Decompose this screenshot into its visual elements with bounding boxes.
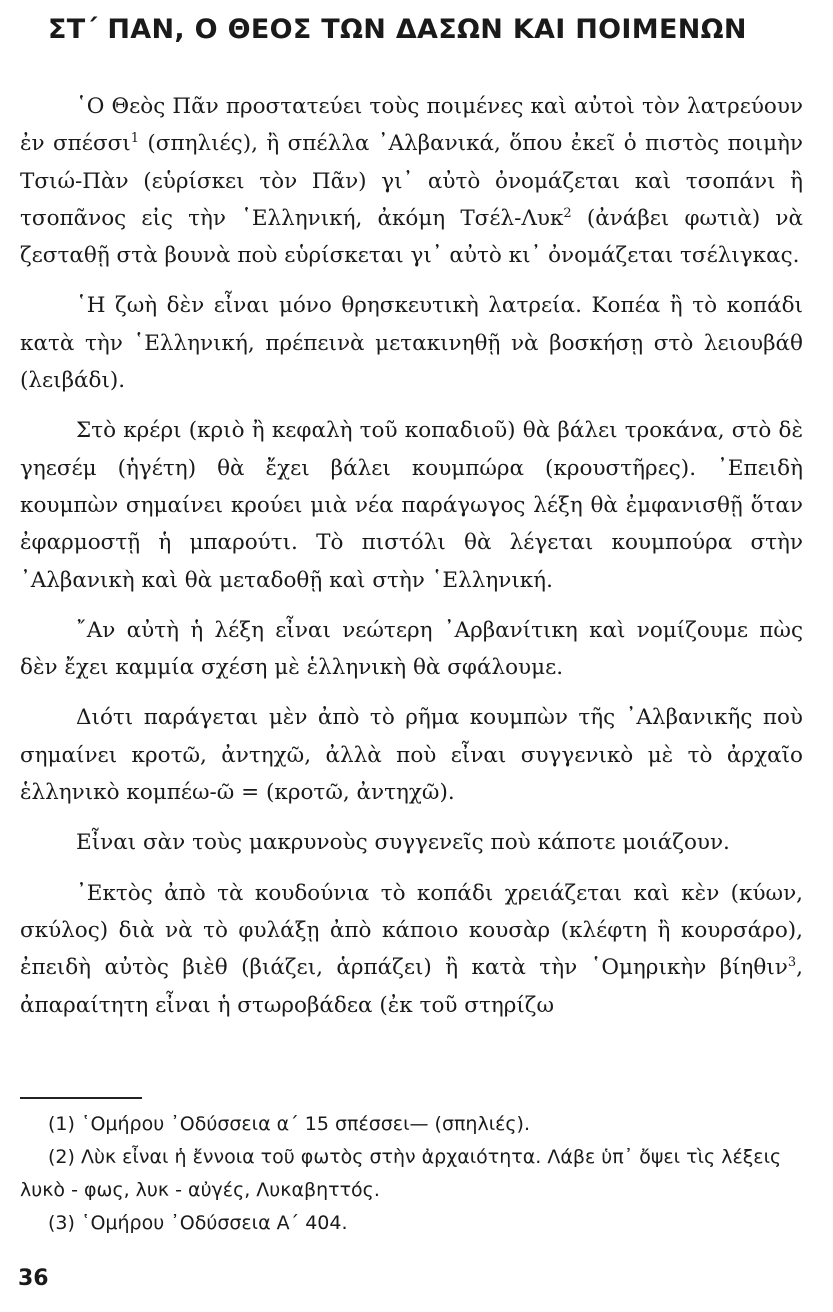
paragraph-5: Διότι παράγεται μὲν ἀπὸ τὸ ρῆμα κουμπὼν τῆς ᾿Αλβανικῆς ποὺ σημαίνει κροτῶ, ἀντηχῶ, ἀλλὰ ποὺ εἶναι συγγενικὸ μὲ τὸ ἀρχαῖο ἑλληνικὸ κομπέω-ῶ = (κροτῶ, ἀντηχῶ). [20, 705, 803, 806]
footnote-divider [20, 1097, 142, 1099]
footnote-ref-1: 1 [130, 131, 140, 147]
paragraph-7-part-b: , ἀπαραίτητη εἶναι ἡ στωροβάδεα (ἐκ τοῦ στηρίζω [20, 955, 803, 1018]
paragraph-2: ῾Η ζωὴ δὲν εἶναι μόνο θρησκευτικὴ λατρεία. Κοπέα ἢ τὸ κοπάδι κατὰ τὴν ῾Ελληνική, πρέπεινὰ μετακινηθῇ νὰ βοσκήσῃ στὸ λειουβάθ (λειβάδι). [20, 293, 803, 394]
footnote-ref-2: 2 [563, 205, 572, 221]
chapter-title: ΣΤ΄ ΠΑΝ, Ο ΘΕΟΣ ΤΩΝ ΔΑΣΩΝ ΚΑΙ ΠΟΙΜΕΝΩΝ [48, 14, 747, 45]
paragraph-1-part-c: (ἀνάβει φωτιὰ) νὰ ζεσταθῇ στὰ βουνὰ ποὺ εὑρίσκεται γι᾿ αὐτὸ κι᾿ ὀνομάζεται τσέλιγκας. [20, 205, 803, 269]
paragraph-6: Εἶναι σὰν τοὺς μακρυνοὺς συγγενεῖς ποὺ κάποτε μοιάζουν. [76, 830, 730, 856]
footnote-1: (1) ῾Ομήρου ᾿Οδύσσεια α΄ 15 σπέσσει— (σπηλιές). [48, 1113, 531, 1135]
paragraph-1-part-a: ῾Ο Θεὸς Πᾶν προστατεύει τοὺς ποιμένες καὶ αὐτοὶ τὸν λατρεύουν ἐν σπέσσι [20, 94, 803, 157]
footnote-3: (3) ῾Ομήρου ᾿Οδύσσεια Α΄ 404. [48, 1212, 348, 1234]
body-text [20, 88, 803, 1037]
paragraph-1-part-b: (σπηλιές), ἢ σπέλλα ᾿Αλβανικά, ὅπου ἐκεῖ ὁ πιστὸς ποιμὴν Τσιώ-Πὰν (εὑρίσκει τὸν Πᾶν) γι᾿ αὐτὸ ὀνομάζεται καὶ τσοπάνι ἢ τσοπᾶνος εἰς τὴν ῾Ελληνική, ἀκόμη Τσέλ-Λυκ [20, 131, 803, 231]
paragraph-1 [20, 88, 803, 274]
page-number: 36 [18, 1266, 49, 1291]
paragraph-7-part-a: ᾿Εκτὸς ἀπὸ τὰ κουδούνια τὸ κοπάδι χρειάζεται καὶ κὲν (κύων, σκύλος) διὰ νὰ τὸ φυλάξῃ ἀπὸ κάποιο κουσὰρ (κλέφτη ἢ κουρσάρο), ἐπειδὴ αὐτὸς βιὲθ (βιάζει, ἁρπάζει) ἢ κατὰ τὴν ῾Ομηρικὴν βίηθιν [20, 880, 803, 981]
footnotes [20, 1108, 803, 1240]
footnote-2: (2) Λὺκ εἶναι ἡ ἔννοια τοῦ φωτὸς στὴν ἀρχαιότητα. Λάβε ὑπ᾿ ὄψει τὶς λέξεις λυκὸ - φως, λυκ - αὐγές, Λυκαβηττός. [20, 1146, 782, 1201]
footnote-ref-3: 3 [787, 955, 797, 971]
paragraph-3: Στὸ κρέρι (κριὸ ἢ κεφαλὴ τοῦ κοπαδιοῦ) θὰ βάλει τροκάνα, στὸ δὲ γηεσέμ (ἡγέτη) θὰ ἔχει βάλει κουμπώρα (κρουστῆρες). ᾿Επειδὴ κουμπὼν σημαίνει κρούει μιὰ νέα παράγωγος λέξη θὰ ἐμφανισθῇ ὅταν ἐφαρμοστῇ ἡ μπαρούτι. Τὸ πιστόλι θὰ λέγεται κουμπούρα στὴν ᾿Αλβανικὴ καὶ θὰ μεταδοθῇ καὶ στὴν ῾Ελληνική. [20, 418, 803, 593]
paragraph-7 [20, 875, 803, 1024]
paragraph-4: ῎Αν αὐτὴ ἡ λέξη εἶναι νεώτερη ᾿Αρβανίτικη καὶ νομίζουμε πὼς δὲν ἔχει καμμία σχέση μὲ ἑλληνικὴ θὰ σφάλουμε. [20, 617, 803, 681]
